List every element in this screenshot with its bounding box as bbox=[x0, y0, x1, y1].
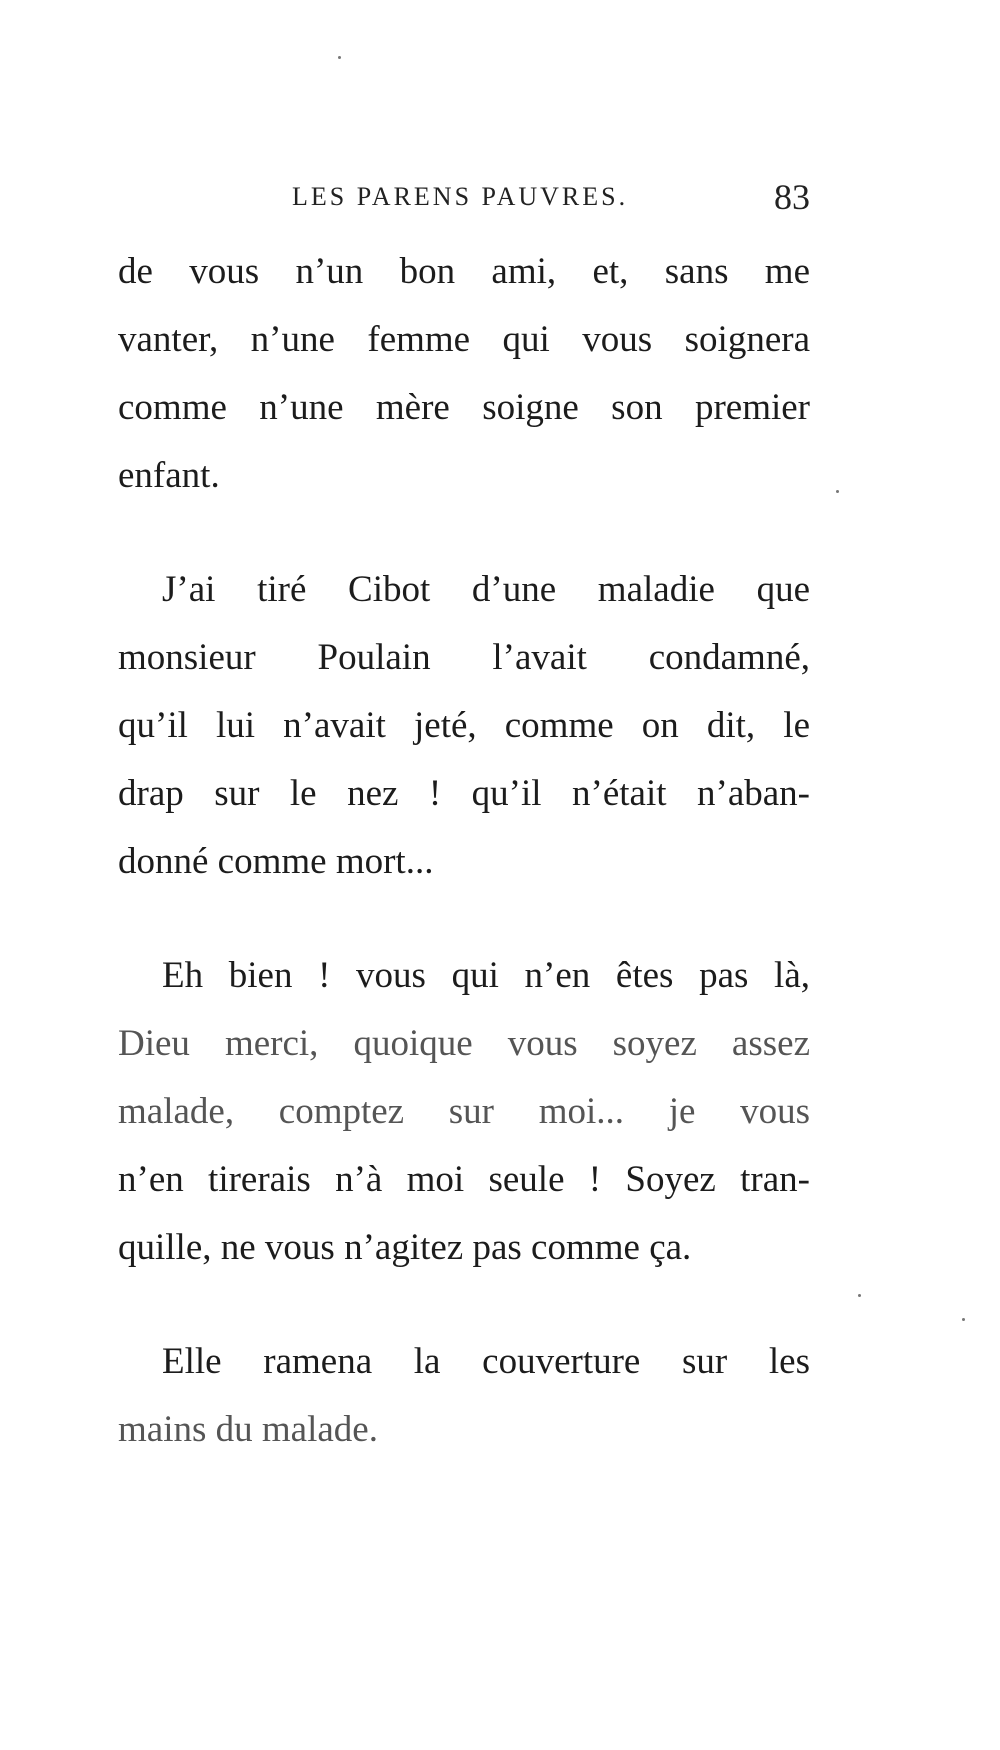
running-head bbox=[118, 176, 810, 216]
paper-speck bbox=[858, 1294, 861, 1297]
text-line: J’ai tiré Cibot d’une maladie que bbox=[162, 569, 810, 610]
text-line: malade, comptez sur moi... je vous bbox=[118, 1091, 810, 1132]
text-line: comme n’une mère soigne son premier bbox=[118, 387, 810, 428]
body-text bbox=[118, 238, 810, 1464]
text-line: enfant. bbox=[118, 455, 220, 496]
text-line: monsieur Poulain l’avait condamné, bbox=[118, 637, 810, 678]
text-line: n’en tirerais n’à moi seule ! Soyez tran- bbox=[118, 1159, 810, 1200]
paper-speck bbox=[962, 1318, 965, 1321]
paragraph-1 bbox=[118, 238, 810, 510]
paragraph-2 bbox=[118, 556, 810, 896]
paper-speck bbox=[836, 490, 839, 493]
text-line: qu’il lui n’avait jeté, comme on dit, le bbox=[118, 705, 810, 746]
paper-speck bbox=[338, 56, 341, 59]
paragraph-3 bbox=[118, 942, 810, 1282]
text-line: donné comme mort... bbox=[118, 841, 434, 882]
text-line: drap sur le nez ! qu’il n’était n’aban- bbox=[118, 773, 810, 814]
text-line: quille, ne vous n’agitez pas comme ça. bbox=[118, 1227, 692, 1268]
text-line: de vous n’un bon ami, et, sans me bbox=[118, 251, 810, 292]
text-line: Dieu merci, quoique vous soyez assez bbox=[118, 1023, 810, 1064]
text-line: vanter, n’une femme qui vous soignera bbox=[118, 319, 810, 360]
page-number: 83 bbox=[774, 177, 810, 217]
text-line: mains du malade. bbox=[118, 1409, 378, 1450]
paragraph-4 bbox=[118, 1328, 810, 1464]
running-title: LES PARENS PAUVRES. bbox=[292, 182, 629, 211]
text-line: Elle ramena la couverture sur les bbox=[162, 1341, 810, 1382]
text-line: Eh bien ! vous qui n’en êtes pas là, bbox=[162, 955, 810, 996]
